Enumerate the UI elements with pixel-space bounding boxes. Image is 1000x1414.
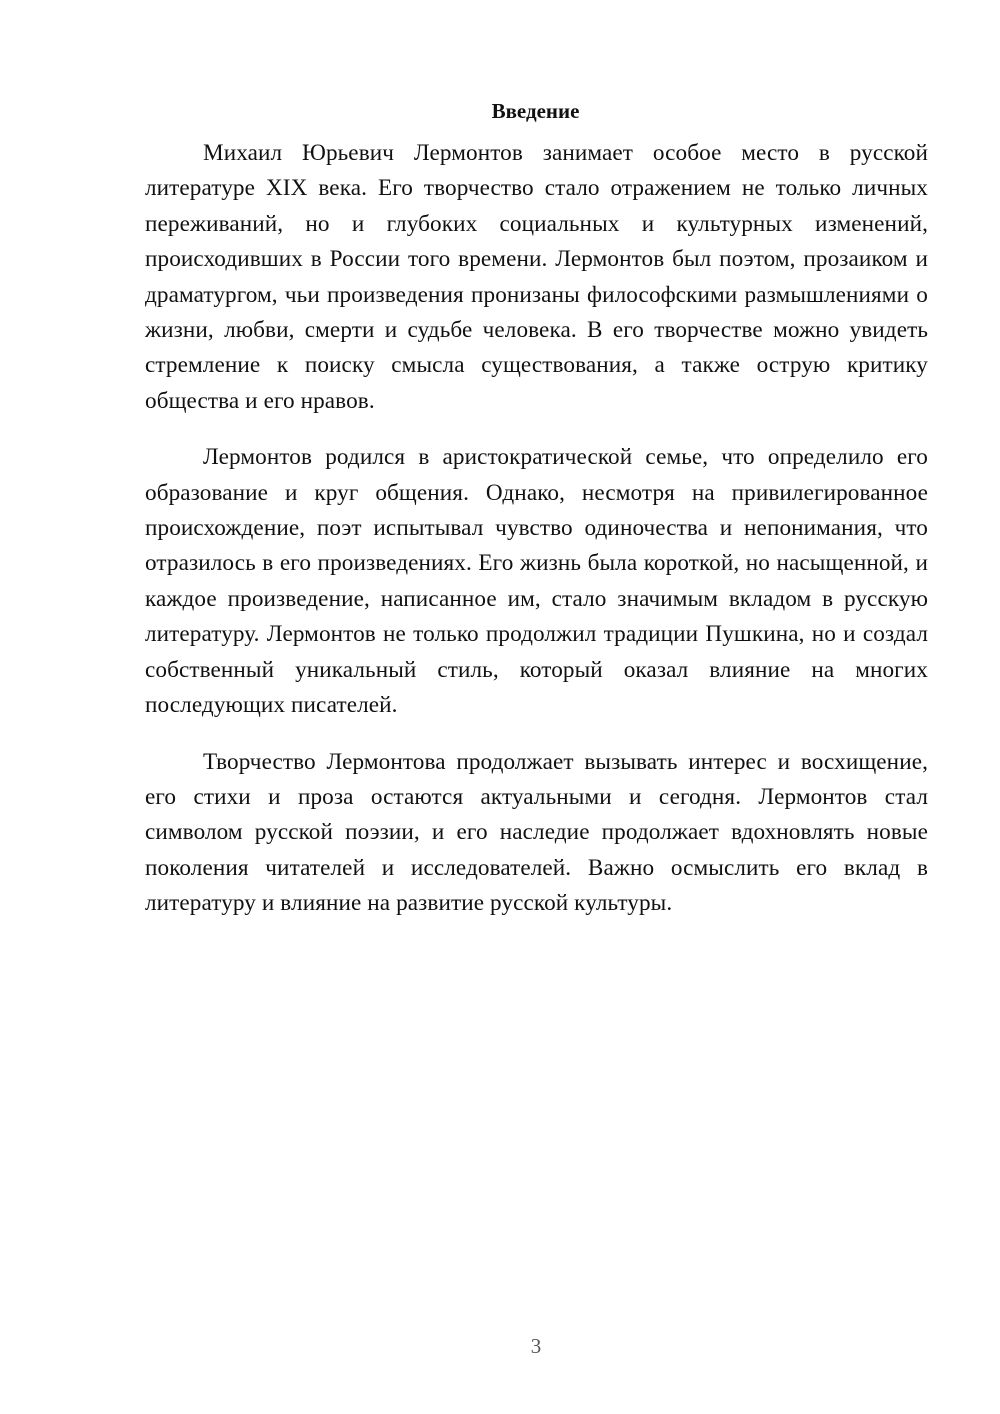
page-number: 3 [530,1334,542,1358]
paragraph-1: Михаил Юрьевич Лермонтов занимает особое место в русской литературе XIX века. Его творчество стало отражением не только личных переживаний, но и глубоких социальных и культурных изменений, происходивших в России того времени. Лермонтов был поэтом, прозаиком и драматургом, чьи произведения пронизаны философскими размышлениями о жизни, любви, смерти и судьбе человека. В его творчестве можно увидеть стремление к поиску смысла существования, а также острую критику общества и его нравов. [145,140,928,414]
paragraph-2: Лермонтов родился в аристократической семье, что определило его образование и круг общения. Однако, несмотря на привилегированное происхождение, поэт испытывал чувство одиночества и непонимания, что отразилось в его произведениях. Его жизнь была короткой, но насыщенной, и каждое произведение, написанное им, стало значимым вкладом в русскую литературу. Лермонтов не только продолжил традиции Пушкина, но и создал собственный уникальный стиль, который оказал влияние на многих последующих писателей. [145,444,928,719]
paragraph-3: Творчество Лермонтова продолжает вызывать интерес и восхищение, его стихи и проза остаются актуальными и сегодня. Лермонтов стал символом русской поэзии, и его наследие продолжает вдохновлять новые поколения читателей и исследователей. Важно осмыслить его вклад в литературу и влияние на развитие русской культуры. [145,748,928,917]
section-heading: Введение [491,99,580,123]
page-body [145,96,928,943]
